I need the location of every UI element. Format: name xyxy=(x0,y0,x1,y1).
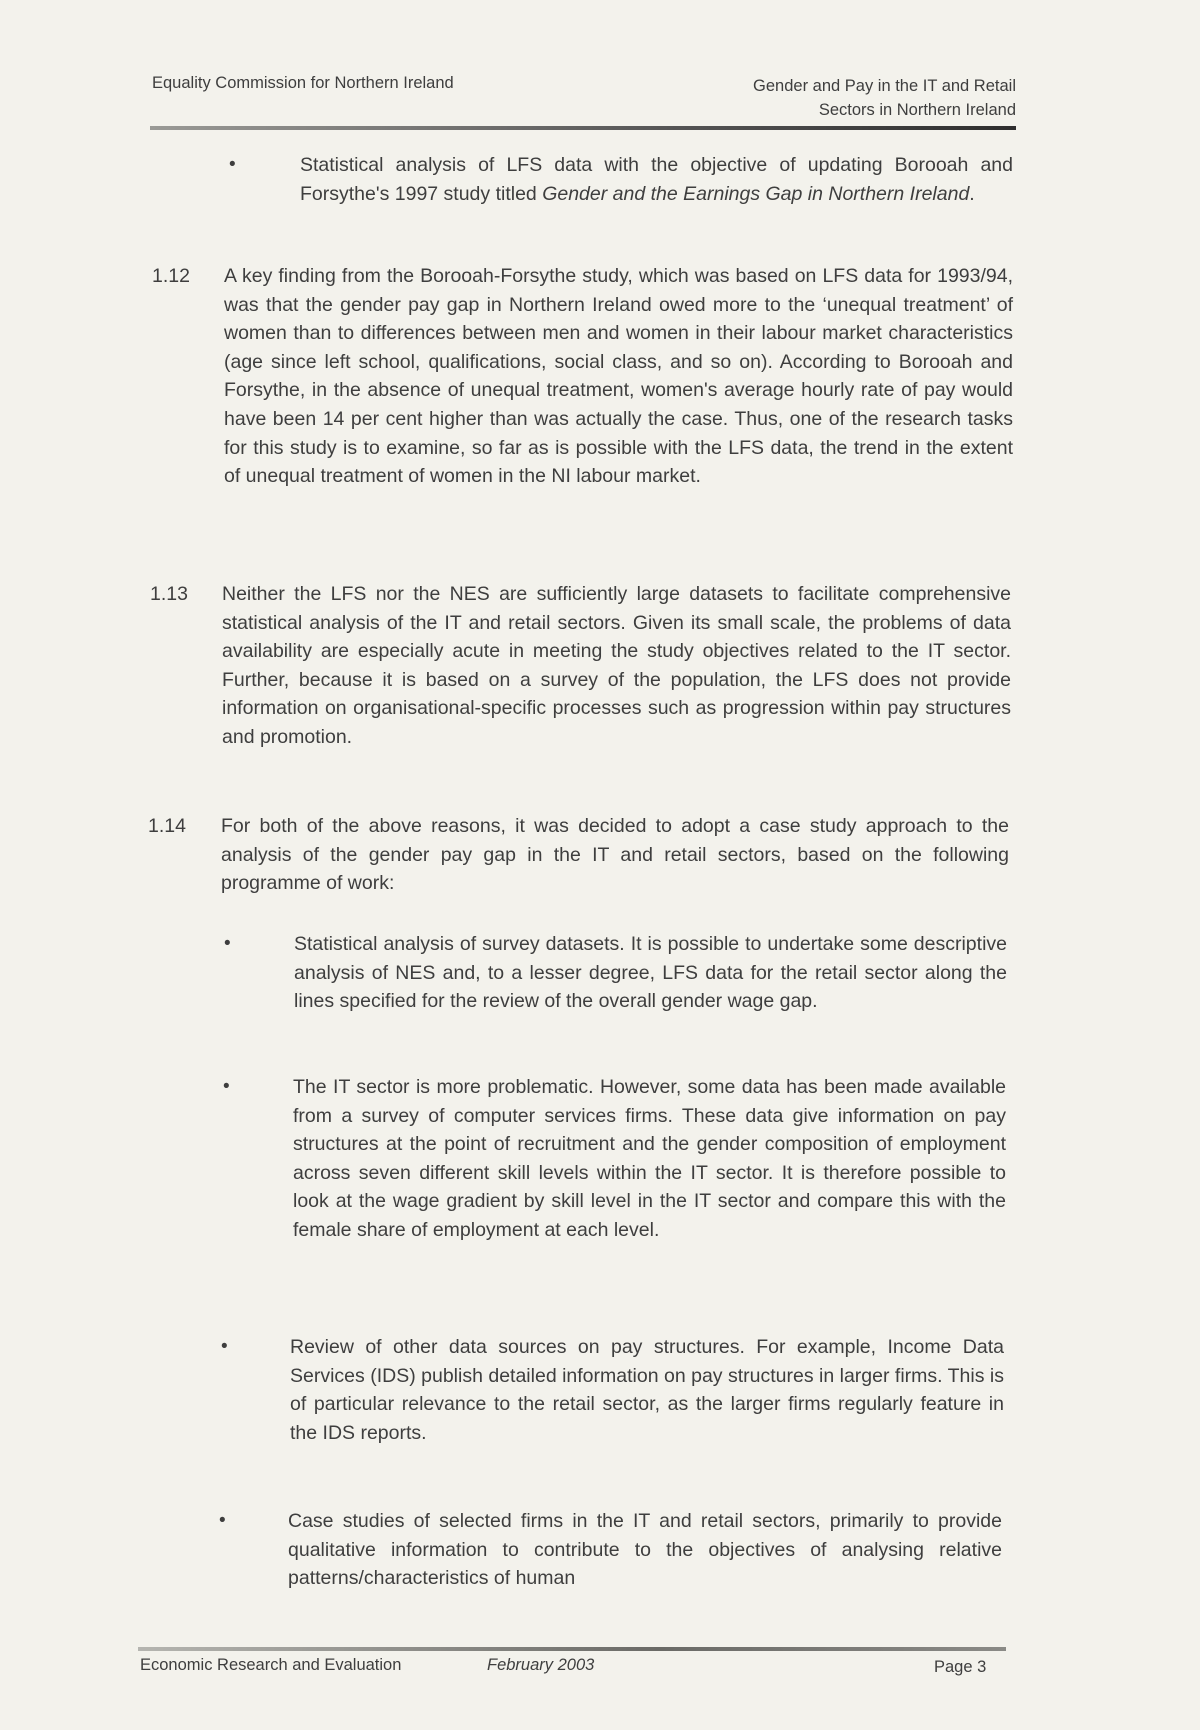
bullet-it-sector: The IT sector is more problematic. However, some data has been made available from a survey of computer services firms. These data give information on pay structures at the point of recruitment and the gender composition of employment across seven different skill levels within the IT sector. It is therefore possible to look at the wage gradient by skill level in the IT sector and compare this with the female share of employment at each level. xyxy=(293,1076,1006,1241)
bullet-icon: • xyxy=(219,1510,226,1531)
paragraph-1-13: Neither the LFS nor the NES are sufficiently large datasets to facilitate comprehensive statistical analysis of the IT and retail sectors. Given its small scale, the problems of data availability are especially acute in meeting the study objectives related to the IT sector. Further, because it is based on a survey of the population, the LFS does not provide information on organisational-specific processes such as progression within pay structures and promotion. xyxy=(222,583,1011,748)
paragraph-number: 1.12 xyxy=(152,265,190,287)
header-organisation: Equality Commission for Northern Ireland xyxy=(152,74,454,92)
intro-bullet-end: . xyxy=(969,182,975,205)
bullet-icon: • xyxy=(223,1076,230,1097)
intro-bullet-study-title: Gender and the Earnings Gap in Northern Ireland xyxy=(542,182,970,205)
bullet-icon: • xyxy=(221,1336,228,1357)
footer-date: February 2003 xyxy=(487,1656,595,1674)
footer-department: Economic Research and Evaluation xyxy=(140,1656,402,1674)
paragraph-1-12: A key finding from the Borooah-Forsythe study, which was based on LFS data for 1993/94, was that the gender pay gap in Northern Ireland owed more to the ‘unequal treatment’ of women than to differences between men and women in their labour market characteristics (age since left school, qualifications, social class, and so on). According to Borooah and Forsythe, in the absence of unequal treatment, women's average hourly rate of pay would have been 14 per cent higher than was actually the case. Thus, one of the research tasks for this study is to examine, so far as is possible with the LFS data, the trend in the extent of unequal treatment of women in the NI labour market. xyxy=(224,265,1013,488)
paragraph-number: 1.13 xyxy=(150,583,188,605)
header-rule xyxy=(150,126,1016,130)
header-title-line2: Sectors in Northern Ireland xyxy=(818,101,1016,119)
page-number: Page 3 xyxy=(934,1658,987,1676)
header-title-line1: Gender and Pay in the IT and Retail xyxy=(753,77,1016,95)
bullet-other-sources: Review of other data sources on pay structures. For example, Income Data Services (IDS) publish detailed information on pay structures in larger firms. This is of particular relevance to the retail sector, as the larger firms regularly feature in the IDS reports. xyxy=(290,1336,1004,1444)
paragraph-1-14: For both of the above reasons, it was decided to adopt a case study approach to the analysis of the gender pay gap in the IT and retail sectors, based on the following programme of work: xyxy=(221,815,1009,895)
bullet-case-studies: Case studies of selected firms in the IT and retail sectors, primarily to provide qualitative information to contribute to the objectives of analysing relative patterns/characteristics of human xyxy=(288,1510,1002,1590)
intro-bullet-text: Statistical analysis of LFS data with the objective of updating Borooah and Forsythe's 1997 study titled xyxy=(300,154,1013,205)
bullet-icon: • xyxy=(224,933,231,954)
footer-rule xyxy=(138,1647,1006,1651)
header-report-title xyxy=(753,74,1016,122)
paragraph-number: 1.14 xyxy=(148,815,186,837)
bullet-icon: • xyxy=(229,154,236,175)
intro-bullet xyxy=(300,151,1013,208)
bullet-survey-datasets: Statistical analysis of survey datasets. It is possible to undertake some descriptive analysis of NES and, to a lesser degree, LFS data for the retail sector along the lines specified for the review of the overall gender wage gap. xyxy=(294,933,1007,1013)
